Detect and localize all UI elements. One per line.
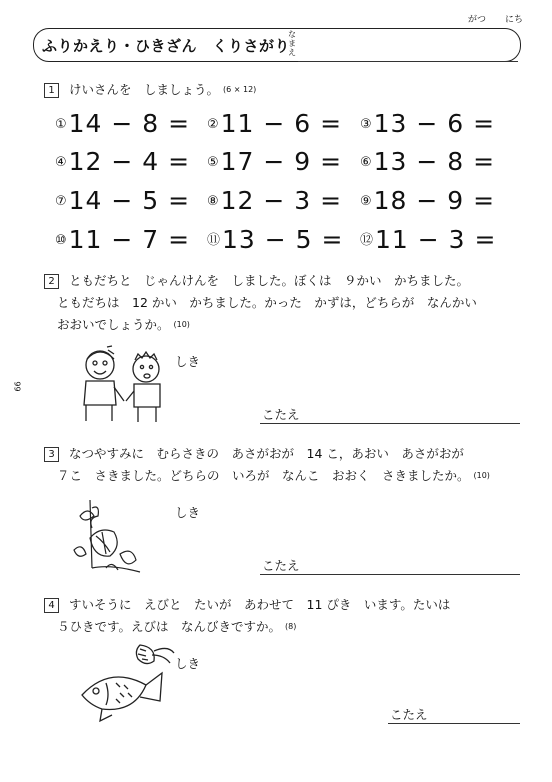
section-4-question: 4 すいそうに えびと たいが あわせて 11 ぴき います。たいは ５ひきです。えびは なんびきですか。 (8) <box>44 594 450 638</box>
shiki-label: しき <box>175 656 201 671</box>
problem-2: ②11 − 6 = <box>207 109 343 138</box>
problem-10: ⑩11 − 7 = <box>55 225 191 254</box>
problem-4: ④12 − 4 = <box>55 147 191 176</box>
problem-6: ⑥13 − 8 = <box>360 147 496 176</box>
answer-line[interactable] <box>388 723 520 724</box>
day-label: にち <box>505 15 524 25</box>
morning-glory-illustration <box>70 498 170 578</box>
name-label: な ま え <box>288 30 296 57</box>
answer-line[interactable] <box>260 423 520 424</box>
problem-8: ⑧12 − 3 = <box>207 186 343 215</box>
problem-9: ⑨18 − 9 = <box>360 186 496 215</box>
section-number: 1 <box>44 83 59 98</box>
month-label: がつ <box>468 15 487 25</box>
page-title: ふりかえり・ひきざん くりさがり <box>42 37 291 55</box>
problem-12: ⑫11 − 3 = <box>360 225 497 254</box>
section-3-question: 3 なつやすみに むらさきの あさがおが 14 こ，あおい あさがおが ７こ さきました。どちらの いろが なんこ おおく さきましたか。 (10) <box>44 443 490 487</box>
kotae-label: こたえ <box>262 558 300 573</box>
section-number: 3 <box>44 447 59 462</box>
kotae-label: こたえ <box>262 407 300 422</box>
problem-11: ⑪13 − 5 = <box>207 225 344 254</box>
section-2-question: 2 ともだちと じゃんけんを しました。ぼくは ９かい かちました。 ともだちは 12 かい かちました。かった かずは，どちらが なんかい おおいでしょうか。 (10) <box>44 270 477 336</box>
name-field[interactable] <box>298 61 518 62</box>
section-number: 2 <box>44 274 59 289</box>
section-1-instruction: 1 けいさんを しましょう。 (6 × 12) <box>44 79 256 101</box>
problem-3: ③13 − 6 = <box>360 109 496 138</box>
answer-line[interactable] <box>260 574 520 575</box>
shiki-label: しき <box>175 505 201 520</box>
section-number: 4 <box>44 598 59 613</box>
kotae-label: こたえ <box>390 707 428 722</box>
kids-rock-paper-scissors-illustration <box>72 345 172 425</box>
page-number: 99 <box>12 381 22 392</box>
fish-and-shrimp-illustration <box>76 643 176 727</box>
shiki-label: しき <box>175 354 201 369</box>
problem-1: ①14 − 8 = <box>55 109 191 138</box>
problem-5: ⑤17 − 9 = <box>207 147 343 176</box>
problem-7: ⑦14 − 5 = <box>55 186 191 215</box>
